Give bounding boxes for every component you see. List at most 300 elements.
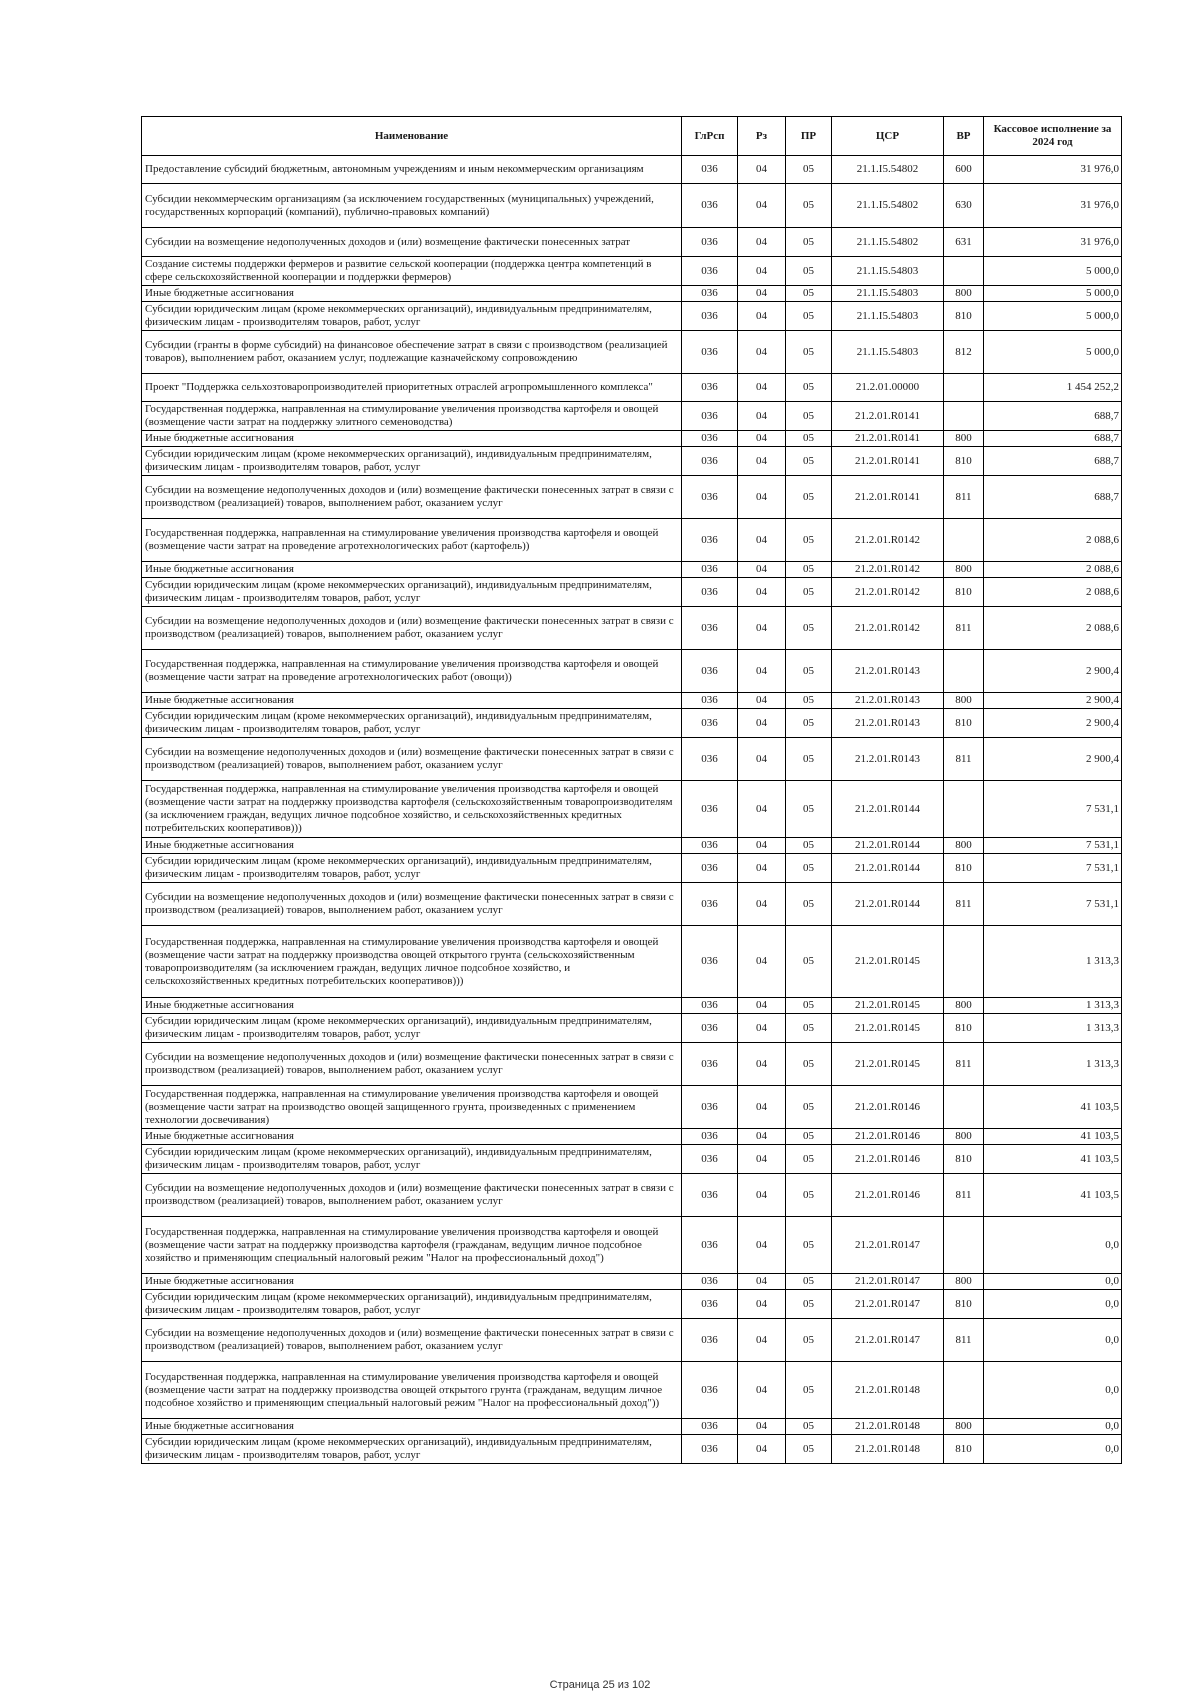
cell-glrsp: 036	[682, 1217, 738, 1274]
cell-pr: 05	[786, 854, 832, 883]
cell-vr: 800	[944, 286, 984, 302]
table-row	[142, 476, 1122, 519]
cell-name: Проект "Поддержка сельхозтоваропроизводителей приоритетных отраслей агропромышленного комплекса"	[142, 374, 682, 402]
cell-pr: 05	[786, 519, 832, 562]
table-row	[142, 1174, 1122, 1217]
cell-rz: 04	[738, 1419, 786, 1435]
cell-csr: 21.2.01.R0143	[832, 709, 944, 738]
cell-rz: 04	[738, 854, 786, 883]
cell-pr: 05	[786, 447, 832, 476]
cell-glrsp: 036	[682, 709, 738, 738]
cell-pr: 05	[786, 1362, 832, 1419]
cell-vr: 811	[944, 1319, 984, 1362]
cell-name: Субсидии на возмещение недополученных доходов и (или) возмещение фактически понесенных затрат	[142, 228, 682, 257]
cell-rz: 04	[738, 184, 786, 228]
cell-amount: 688,7	[984, 431, 1122, 447]
cell-glrsp: 036	[682, 1145, 738, 1174]
cell-csr: 21.2.01.R0144	[832, 838, 944, 854]
cell-glrsp: 036	[682, 156, 738, 184]
cell-csr: 21.2.01.R0144	[832, 781, 944, 838]
cell-name: Иные бюджетные ассигнования	[142, 286, 682, 302]
cell-rz: 04	[738, 650, 786, 693]
cell-csr: 21.2.01.R0145	[832, 1014, 944, 1043]
table-row	[142, 1419, 1122, 1435]
cell-amount: 5 000,0	[984, 331, 1122, 374]
cell-pr: 05	[786, 578, 832, 607]
cell-name: Государственная поддержка, направленная на стимулирование увеличения производства картофеля и овощей (возмещение части затрат на проведение агротехнологических работ (картофель))	[142, 519, 682, 562]
cell-vr	[944, 1086, 984, 1129]
cell-rz: 04	[738, 578, 786, 607]
cell-rz: 04	[738, 431, 786, 447]
cell-pr: 05	[786, 738, 832, 781]
cell-glrsp: 036	[682, 257, 738, 286]
cell-glrsp: 036	[682, 1419, 738, 1435]
cell-glrsp: 036	[682, 519, 738, 562]
cell-amount: 7 531,1	[984, 781, 1122, 838]
cell-vr: 810	[944, 709, 984, 738]
cell-pr: 05	[786, 331, 832, 374]
cell-glrsp: 036	[682, 402, 738, 431]
table-row	[142, 286, 1122, 302]
cell-vr: 810	[944, 1290, 984, 1319]
cell-glrsp: 036	[682, 374, 738, 402]
cell-glrsp: 036	[682, 302, 738, 331]
cell-name: Иные бюджетные ассигнования	[142, 1274, 682, 1290]
cell-name: Государственная поддержка, направленная на стимулирование увеличения производства картофеля и овощей (возмещение части затрат на поддержку элитного семеноводства)	[142, 402, 682, 431]
cell-amount: 0,0	[984, 1217, 1122, 1274]
cell-amount: 2 088,6	[984, 519, 1122, 562]
cell-vr: 800	[944, 562, 984, 578]
cell-csr: 21.2.01.R0145	[832, 926, 944, 998]
cell-name: Создание системы поддержки фермеров и развитие сельской кооперации (поддержка центра компетенций в сфере сельскохозяйственной кооперации и поддержки фермеров)	[142, 257, 682, 286]
cell-vr: 810	[944, 447, 984, 476]
cell-rz: 04	[738, 1014, 786, 1043]
cell-pr: 05	[786, 1174, 832, 1217]
cell-vr: 631	[944, 228, 984, 257]
cell-name: Государственная поддержка, направленная на стимулирование увеличения производства картофеля и овощей (возмещение части затрат на проведение агротехнологических работ (овощи))	[142, 650, 682, 693]
cell-vr: 600	[944, 156, 984, 184]
cell-pr: 05	[786, 838, 832, 854]
cell-vr: 811	[944, 1174, 984, 1217]
cell-name: Иные бюджетные ассигнования	[142, 838, 682, 854]
cell-glrsp: 036	[682, 562, 738, 578]
cell-name: Иные бюджетные ассигнования	[142, 431, 682, 447]
cell-vr: 810	[944, 302, 984, 331]
cell-amount: 31 976,0	[984, 184, 1122, 228]
cell-vr: 812	[944, 331, 984, 374]
cell-rz: 04	[738, 447, 786, 476]
table-row	[142, 331, 1122, 374]
cell-csr: 21.2.01.R0141	[832, 476, 944, 519]
table-header	[142, 117, 1122, 156]
cell-glrsp: 036	[682, 781, 738, 838]
cell-name: Государственная поддержка, направленная на стимулирование увеличения производства картофеля и овощей (возмещение части затрат на производство овощей защищенного грунта, произведенных с применением технологии досвечивания)	[142, 1086, 682, 1129]
cell-vr: 630	[944, 184, 984, 228]
cell-csr: 21.2.01.R0148	[832, 1362, 944, 1419]
cell-csr: 21.1.I5.54803	[832, 302, 944, 331]
table-row	[142, 998, 1122, 1014]
table-row	[142, 578, 1122, 607]
cell-csr: 21.2.01.R0147	[832, 1319, 944, 1362]
cell-name: Субсидии на возмещение недополученных доходов и (или) возмещение фактически понесенных затрат в связи с производством (реализацией) товаров, выполнением работ, оказанием услуг	[142, 1319, 682, 1362]
table-row	[142, 302, 1122, 331]
cell-amount: 31 976,0	[984, 228, 1122, 257]
cell-name: Субсидии юридическим лицам (кроме некоммерческих организаций), индивидуальным предпринимателям, физическим лицам - производителям товаров, работ, услуг	[142, 578, 682, 607]
cell-name: Субсидии юридическим лицам (кроме некоммерческих организаций), индивидуальным предпринимателям, физическим лицам - производителям товаров, работ, услуг	[142, 1290, 682, 1319]
table-row	[142, 838, 1122, 854]
cell-pr: 05	[786, 693, 832, 709]
cell-amount: 0,0	[984, 1362, 1122, 1419]
cell-amount: 688,7	[984, 476, 1122, 519]
cell-amount: 7 531,1	[984, 854, 1122, 883]
cell-pr: 05	[786, 228, 832, 257]
cell-name: Субсидии юридическим лицам (кроме некоммерческих организаций), индивидуальным предпринимателям, физическим лицам - производителям товаров, работ, услуг	[142, 854, 682, 883]
cell-rz: 04	[738, 738, 786, 781]
cell-amount: 0,0	[984, 1274, 1122, 1290]
cell-amount: 688,7	[984, 447, 1122, 476]
cell-amount: 5 000,0	[984, 286, 1122, 302]
cell-pr: 05	[786, 431, 832, 447]
cell-amount: 2 900,4	[984, 693, 1122, 709]
cell-pr: 05	[786, 1435, 832, 1464]
cell-rz: 04	[738, 1217, 786, 1274]
cell-pr: 05	[786, 1290, 832, 1319]
cell-glrsp: 036	[682, 1174, 738, 1217]
table-row	[142, 926, 1122, 998]
header-glrsp: ГлРсп	[682, 117, 738, 156]
cell-amount: 41 103,5	[984, 1174, 1122, 1217]
cell-pr: 05	[786, 998, 832, 1014]
cell-rz: 04	[738, 781, 786, 838]
cell-vr	[944, 402, 984, 431]
cell-pr: 05	[786, 781, 832, 838]
table-row	[142, 562, 1122, 578]
budget-table	[141, 116, 1122, 1464]
cell-vr	[944, 926, 984, 998]
table-row	[142, 1274, 1122, 1290]
cell-pr: 05	[786, 476, 832, 519]
table-row	[142, 738, 1122, 781]
cell-glrsp: 036	[682, 1129, 738, 1145]
cell-vr: 810	[944, 578, 984, 607]
cell-rz: 04	[738, 607, 786, 650]
cell-rz: 04	[738, 331, 786, 374]
cell-glrsp: 036	[682, 607, 738, 650]
cell-vr: 800	[944, 998, 984, 1014]
cell-name: Иные бюджетные ассигнования	[142, 998, 682, 1014]
cell-csr: 21.2.01.R0148	[832, 1419, 944, 1435]
cell-pr: 05	[786, 1217, 832, 1274]
header-name: Наименование	[142, 117, 682, 156]
cell-name: Субсидии юридическим лицам (кроме некоммерческих организаций), индивидуальным предпринимателям, физическим лицам - производителям товаров, работ, услуг	[142, 709, 682, 738]
cell-name: Субсидии на возмещение недополученных доходов и (или) возмещение фактически понесенных затрат в связи с производством (реализацией) товаров, выполнением работ, оказанием услуг	[142, 1174, 682, 1217]
table-row	[142, 228, 1122, 257]
cell-name: Субсидии юридическим лицам (кроме некоммерческих организаций), индивидуальным предпринимателям, физическим лицам - производителям товаров, работ, услуг	[142, 1014, 682, 1043]
table-row	[142, 1145, 1122, 1174]
cell-pr: 05	[786, 1274, 832, 1290]
cell-name: Государственная поддержка, направленная на стимулирование увеличения производства картофеля и овощей (возмещение части затрат на поддержку производства овощей открытого грунта (гражданам, ведущим личное подсобное хозяйство и применяющим специальный налоговый режим "Налог на профессиональный доход"))	[142, 1362, 682, 1419]
cell-csr: 21.2.01.R0147	[832, 1290, 944, 1319]
cell-rz: 04	[738, 519, 786, 562]
cell-amount: 2 900,4	[984, 738, 1122, 781]
table-row	[142, 374, 1122, 402]
cell-vr	[944, 519, 984, 562]
cell-glrsp: 036	[682, 228, 738, 257]
cell-csr: 21.2.01.R0141	[832, 431, 944, 447]
cell-csr: 21.2.01.R0146	[832, 1174, 944, 1217]
cell-vr: 800	[944, 431, 984, 447]
cell-name: Субсидии на возмещение недополученных доходов и (или) возмещение фактически понесенных затрат в связи с производством (реализацией) товаров, выполнением работ, оказанием услуг	[142, 1043, 682, 1086]
cell-rz: 04	[738, 374, 786, 402]
cell-vr: 811	[944, 883, 984, 926]
cell-glrsp: 036	[682, 1043, 738, 1086]
cell-pr: 05	[786, 883, 832, 926]
table-row	[142, 883, 1122, 926]
cell-glrsp: 036	[682, 1290, 738, 1319]
cell-vr: 800	[944, 693, 984, 709]
cell-csr: 21.2.01.R0143	[832, 650, 944, 693]
header-rz: Рз	[738, 117, 786, 156]
cell-vr: 800	[944, 1129, 984, 1145]
cell-pr: 05	[786, 402, 832, 431]
cell-glrsp: 036	[682, 331, 738, 374]
table-row	[142, 709, 1122, 738]
cell-amount: 2 900,4	[984, 650, 1122, 693]
cell-vr: 800	[944, 1419, 984, 1435]
cell-name: Государственная поддержка, направленная на стимулирование увеличения производства картофеля и овощей (возмещение части затрат на поддержку производства картофеля (сельскохозяйственным товаропроизводителям (за исключением граждан, ведущих личное подсобное хозяйство, и сельскохозяйственных кредитных потребительских кооперативов)))	[142, 781, 682, 838]
cell-csr: 21.2.01.R0143	[832, 738, 944, 781]
cell-vr: 800	[944, 1274, 984, 1290]
cell-name: Государственная поддержка, направленная на стимулирование увеличения производства картофеля и овощей (возмещение части затрат на поддержку производства картофеля (гражданам, ведущим личное подсобное хозяйство и применяющим специальный налоговый режим "Налог на профессиональный доход")	[142, 1217, 682, 1274]
cell-name: Субсидии юридическим лицам (кроме некоммерческих организаций), индивидуальным предпринимателям, физическим лицам - производителям товаров, работ, услуг	[142, 302, 682, 331]
cell-vr: 810	[944, 1435, 984, 1464]
cell-name: Субсидии на возмещение недополученных доходов и (или) возмещение фактически понесенных затрат в связи с производством (реализацией) товаров, выполнением работ, оказанием услуг	[142, 476, 682, 519]
cell-csr: 21.2.01.R0144	[832, 883, 944, 926]
cell-csr: 21.2.01.R0146	[832, 1145, 944, 1174]
cell-csr: 21.2.01.R0144	[832, 854, 944, 883]
cell-glrsp: 036	[682, 1014, 738, 1043]
cell-csr: 21.2.01.R0142	[832, 519, 944, 562]
cell-vr	[944, 1362, 984, 1419]
cell-rz: 04	[738, 883, 786, 926]
cell-rz: 04	[738, 562, 786, 578]
cell-csr: 21.1.I5.54802	[832, 228, 944, 257]
cell-pr: 05	[786, 709, 832, 738]
cell-rz: 04	[738, 286, 786, 302]
table-row	[142, 184, 1122, 228]
cell-vr: 811	[944, 738, 984, 781]
table-row	[142, 1217, 1122, 1274]
cell-csr: 21.2.01.R0145	[832, 1043, 944, 1086]
cell-amount: 0,0	[984, 1419, 1122, 1435]
cell-pr: 05	[786, 650, 832, 693]
cell-name: Субсидии некоммерческим организациям (за исключением государственных (муниципальных) учреждений, государственных корпораций (компаний), публично-правовых компаний)	[142, 184, 682, 228]
cell-vr: 810	[944, 1145, 984, 1174]
cell-glrsp: 036	[682, 447, 738, 476]
header-amount: Кассовое исполнение за 2024 год	[984, 117, 1122, 156]
cell-csr: 21.2.01.R0142	[832, 562, 944, 578]
cell-glrsp: 036	[682, 998, 738, 1014]
table-row	[142, 519, 1122, 562]
cell-csr: 21.2.01.R0147	[832, 1217, 944, 1274]
cell-rz: 04	[738, 1290, 786, 1319]
cell-csr: 21.2.01.R0145	[832, 998, 944, 1014]
cell-vr: 811	[944, 607, 984, 650]
cell-pr: 05	[786, 184, 832, 228]
table-row	[142, 650, 1122, 693]
cell-glrsp: 036	[682, 693, 738, 709]
cell-rz: 04	[738, 1274, 786, 1290]
table-body	[142, 156, 1122, 1464]
cell-pr: 05	[786, 1129, 832, 1145]
cell-name: Иные бюджетные ассигнования	[142, 1129, 682, 1145]
table-row	[142, 1362, 1122, 1419]
cell-vr	[944, 650, 984, 693]
cell-amount: 5 000,0	[984, 302, 1122, 331]
cell-rz: 04	[738, 228, 786, 257]
table-row	[142, 431, 1122, 447]
cell-glrsp: 036	[682, 1362, 738, 1419]
cell-vr	[944, 781, 984, 838]
cell-rz: 04	[738, 709, 786, 738]
cell-csr: 21.1.I5.54802	[832, 156, 944, 184]
cell-glrsp: 036	[682, 1274, 738, 1290]
cell-rz: 04	[738, 257, 786, 286]
cell-rz: 04	[738, 1086, 786, 1129]
cell-glrsp: 036	[682, 1435, 738, 1464]
table-row	[142, 607, 1122, 650]
table-row	[142, 693, 1122, 709]
cell-amount: 1 313,3	[984, 1014, 1122, 1043]
cell-rz: 04	[738, 402, 786, 431]
cell-rz: 04	[738, 838, 786, 854]
cell-vr: 811	[944, 1043, 984, 1086]
cell-glrsp: 036	[682, 838, 738, 854]
cell-rz: 04	[738, 1435, 786, 1464]
cell-name: Субсидии на возмещение недополученных доходов и (или) возмещение фактически понесенных затрат в связи с производством (реализацией) товаров, выполнением работ, оказанием услуг	[142, 883, 682, 926]
cell-pr: 05	[786, 1043, 832, 1086]
cell-amount: 688,7	[984, 402, 1122, 431]
header-pr: ПР	[786, 117, 832, 156]
cell-csr: 21.2.01.R0146	[832, 1086, 944, 1129]
header-csr: ЦСР	[832, 117, 944, 156]
cell-csr: 21.2.01.R0142	[832, 578, 944, 607]
cell-amount: 7 531,1	[984, 883, 1122, 926]
cell-csr: 21.2.01.00000	[832, 374, 944, 402]
cell-csr: 21.1.I5.54802	[832, 184, 944, 228]
cell-csr: 21.2.01.R0143	[832, 693, 944, 709]
table-row	[142, 781, 1122, 838]
cell-amount: 31 976,0	[984, 156, 1122, 184]
cell-csr: 21.1.I5.54803	[832, 331, 944, 374]
cell-rz: 04	[738, 926, 786, 998]
cell-glrsp: 036	[682, 926, 738, 998]
cell-vr: 800	[944, 838, 984, 854]
table-row	[142, 1290, 1122, 1319]
cell-pr: 05	[786, 1086, 832, 1129]
cell-pr: 05	[786, 926, 832, 998]
cell-pr: 05	[786, 156, 832, 184]
cell-name: Субсидии юридическим лицам (кроме некоммерческих организаций), индивидуальным предпринимателям, физическим лицам - производителям товаров, работ, услуг	[142, 1145, 682, 1174]
cell-pr: 05	[786, 1319, 832, 1362]
cell-rz: 04	[738, 156, 786, 184]
cell-vr	[944, 257, 984, 286]
cell-csr: 21.2.01.R0141	[832, 447, 944, 476]
header-row	[142, 117, 1122, 156]
cell-pr: 05	[786, 374, 832, 402]
cell-pr: 05	[786, 286, 832, 302]
cell-pr: 05	[786, 1014, 832, 1043]
cell-rz: 04	[738, 1319, 786, 1362]
cell-rz: 04	[738, 302, 786, 331]
cell-name: Субсидии на возмещение недополученных доходов и (или) возмещение фактически понесенных затрат в связи с производством (реализацией) товаров, выполнением работ, оказанием услуг	[142, 738, 682, 781]
cell-csr: 21.1.I5.54803	[832, 286, 944, 302]
cell-pr: 05	[786, 1419, 832, 1435]
cell-glrsp: 036	[682, 578, 738, 607]
cell-amount: 2 088,6	[984, 578, 1122, 607]
cell-amount: 1 313,3	[984, 926, 1122, 998]
cell-csr: 21.2.01.R0146	[832, 1129, 944, 1145]
cell-glrsp: 036	[682, 431, 738, 447]
cell-name: Субсидии юридическим лицам (кроме некоммерческих организаций), индивидуальным предпринимателям, физическим лицам - производителям товаров, работ, услуг	[142, 1435, 682, 1464]
cell-csr: 21.2.01.R0141	[832, 402, 944, 431]
cell-glrsp: 036	[682, 738, 738, 781]
cell-name: Иные бюджетные ассигнования	[142, 1419, 682, 1435]
cell-glrsp: 036	[682, 1086, 738, 1129]
table-row	[142, 257, 1122, 286]
cell-amount: 41 103,5	[984, 1145, 1122, 1174]
cell-rz: 04	[738, 1043, 786, 1086]
table-row	[142, 447, 1122, 476]
cell-amount: 0,0	[984, 1435, 1122, 1464]
table-row	[142, 156, 1122, 184]
table-row	[142, 1043, 1122, 1086]
cell-csr: 21.2.01.R0142	[832, 607, 944, 650]
cell-name: Субсидии на возмещение недополученных доходов и (или) возмещение фактически понесенных затрат в связи с производством (реализацией) товаров, выполнением работ, оказанием услуг	[142, 607, 682, 650]
cell-pr: 05	[786, 257, 832, 286]
cell-amount: 2 900,4	[984, 709, 1122, 738]
cell-rz: 04	[738, 476, 786, 519]
cell-glrsp: 036	[682, 1319, 738, 1362]
cell-pr: 05	[786, 302, 832, 331]
cell-name: Иные бюджетные ассигнования	[142, 693, 682, 709]
cell-amount: 0,0	[984, 1319, 1122, 1362]
cell-glrsp: 036	[682, 286, 738, 302]
cell-amount: 0,0	[984, 1290, 1122, 1319]
table-row	[142, 1435, 1122, 1464]
cell-amount: 1 313,3	[984, 1043, 1122, 1086]
cell-pr: 05	[786, 562, 832, 578]
cell-vr	[944, 374, 984, 402]
table-row	[142, 402, 1122, 431]
cell-amount: 2 088,6	[984, 562, 1122, 578]
cell-name: Государственная поддержка, направленная на стимулирование увеличения производства картофеля и овощей (возмещение части затрат на поддержку производства овощей открытого грунта (сельскохозяйственным товаропроизводителям (за исключением граждан, ведущих личное подсобное хозяйство, и сельскохозяйственных кредитных потребительских кооперативов)))	[142, 926, 682, 998]
cell-amount: 5 000,0	[984, 257, 1122, 286]
cell-rz: 04	[738, 998, 786, 1014]
cell-pr: 05	[786, 607, 832, 650]
cell-rz: 04	[738, 1145, 786, 1174]
cell-csr: 21.2.01.R0148	[832, 1435, 944, 1464]
table-row	[142, 1086, 1122, 1129]
table-row	[142, 1014, 1122, 1043]
cell-amount: 41 103,5	[984, 1086, 1122, 1129]
cell-name: Субсидии юридическим лицам (кроме некоммерческих организаций), индивидуальным предпринимателям, физическим лицам - производителям товаров, работ, услуг	[142, 447, 682, 476]
cell-csr: 21.1.I5.54803	[832, 257, 944, 286]
cell-glrsp: 036	[682, 184, 738, 228]
cell-amount: 41 103,5	[984, 1129, 1122, 1145]
cell-vr: 811	[944, 476, 984, 519]
cell-name: Предоставление субсидий бюджетным, автономным учреждениям и иным некоммерческим организациям	[142, 156, 682, 184]
